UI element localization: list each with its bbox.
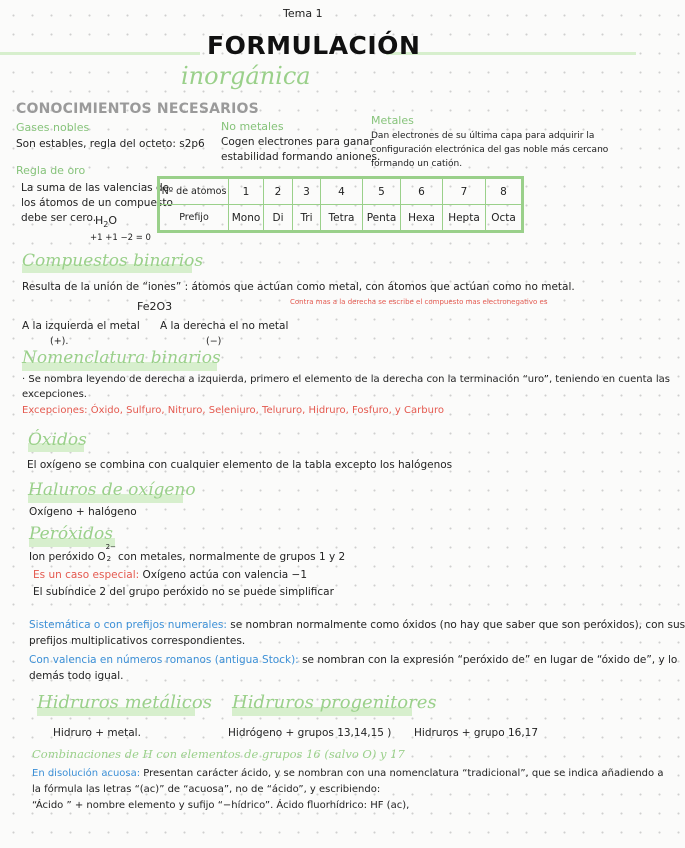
peroxidos-line3: El subíndice 2 del grupo peróxido no se puede simplificar [33, 586, 334, 598]
table-cell: Hexa [401, 205, 443, 232]
table-cell: 6 [401, 178, 443, 205]
hidruros-progen-text: Hidrógeno + grupos 13,14,15 ) [228, 727, 392, 739]
atom-prefix-table [157, 176, 524, 233]
stock-line2: demás todo igual. [29, 670, 124, 682]
binarios-left-sign: (+). [50, 336, 69, 347]
no-metales-label: No metales [221, 120, 284, 133]
table-cell: Prefijo [159, 205, 229, 232]
table-cell: Tri [293, 205, 321, 232]
table-cell: 1 [229, 178, 264, 205]
binarios-right-sign: (−) [206, 336, 222, 347]
table-cell: 4 [321, 178, 363, 205]
metales-line2: configuración electrónica del gas noble más cercano [371, 145, 609, 155]
section-title: CONOCIMIENTOS NECESARIOS [16, 101, 259, 117]
metales-line3: formando un catión. [371, 159, 463, 169]
table-row [159, 205, 523, 232]
regla-line2: los átomos de un compuesto [21, 197, 173, 209]
haluros-text: Oxígeno + halógeno [29, 506, 137, 518]
table-cell: Di [264, 205, 293, 232]
peroxidos-line1: Ion peróxido O 2− 2 con metales, normalmente de grupos 1 y 2 [29, 543, 346, 563]
no-metales-line2: estabilidad formando aniones. [221, 151, 381, 163]
hidruros-progenitores-heading: Hidruros progenitores [232, 692, 437, 713]
binarios-heading: Compuestos binarios [22, 251, 204, 271]
combinaciones-line1: En disolución acuosa: Presentan carácter ácido, y se nombran con una nomenclatura “tradicional”, que se indica añadiendo a [32, 768, 664, 779]
binarios-example: Fe2O3 [137, 300, 173, 313]
metales-line1: Dan electrones de su última capa para adquirir la [371, 131, 595, 141]
peroxidos-special: Es un caso especial: Oxígeno actúa con valencia −1 [33, 569, 308, 581]
table-cell: Hepta [443, 205, 486, 232]
hidruros-metal-text: Hidruro + metal. [53, 727, 141, 739]
table-cell: Octa [486, 205, 523, 232]
topic-label: Tema 1 [283, 7, 323, 20]
oxidos-heading: Óxidos [28, 430, 87, 450]
table-cell: Tetra [321, 205, 363, 232]
title-rule-right [386, 52, 636, 55]
combinaciones-heading: Combinaciones de H con elementos de grupos 16 (salvo O) y 17 [32, 747, 405, 761]
combinaciones-line2: la fórmula las letras “(ac)” de “acuosa”, no de “ácido”, y escribiendo: [32, 784, 381, 795]
title-rule-left [0, 52, 200, 55]
sistematica-line1: Sistemática o con prefijos numerales: se nombran normalmente como óxidos (no hay que saber que son peróxidos), con sus [29, 619, 685, 631]
page-title: FORMULACIÓN [207, 31, 421, 60]
metales-label: Metales [371, 114, 414, 127]
table-cell: 8 [486, 178, 523, 205]
binarios-note: Contra mas a la derecha se escribe el compuesto mas electronegativo es [290, 298, 548, 306]
table-cell: 7 [443, 178, 486, 205]
stock-line1: Con valencia en números romanos (antigua Stock): se nombran con la expresión “peróxido de” en lugar de “óxido de”, y lo [29, 654, 678, 666]
nomenclatura-exceptions: Excepciones: Óxido, Sulfuro, Nitruro, Seleniuro, Telururo, Hidruro, Fosfuro, y Carburo [22, 405, 444, 416]
nomenclatura-line2: excepciones. [22, 389, 87, 400]
no-metales-line1: Cogen electrones para ganar [221, 136, 374, 148]
page-subtitle: inorgánica [181, 62, 311, 90]
table-cell: Mono [229, 205, 264, 232]
gases-label: Gases nobles [16, 121, 90, 134]
hidruros-grupo-text: Hidruros + grupo 16,17 [414, 727, 539, 739]
table-cell: Nº de atomos [159, 178, 229, 205]
peroxidos-heading: Peróxidos [29, 524, 113, 544]
table-row [159, 178, 523, 205]
regla-formula: $H_2O$ [95, 214, 118, 230]
table-cell: 3 [293, 178, 321, 205]
regla-label: Regla de oro [16, 164, 86, 177]
sistematica-line2: prefijos multiplicativos correspondientes. [29, 635, 246, 647]
regla-valences: +1 +1 −2 = 0 [90, 233, 151, 243]
binarios-text: Resulta de la unión de “iones” : átomos que actúan como metal, con átomos que actúan como no metal. [22, 281, 575, 293]
nomenclatura-line1: · Se nombra leyendo de derecha a izquierda, primero el elemento de la derecha con la terminación “uro”, teniendo en cuenta las [22, 374, 670, 385]
nomenclatura-heading: Nomenclatura binarios [22, 348, 221, 368]
table-cell: Penta [363, 205, 401, 232]
combinaciones-line3: “Ácido ” + nombre elemento y sufijo “−hídrico”. Ácido fluorhídrico: HF (ac), [32, 800, 410, 811]
hidruros-metalicos-heading: Hidruros metálicos [37, 692, 212, 713]
gases-text: Son estables, regla del octeto: s2p6 [16, 138, 205, 150]
haluros-heading: Haluros de oxígeno [28, 480, 196, 500]
regla-line1: La suma de las valencias de [21, 182, 170, 194]
binarios-right: A la derecha el no metal [160, 320, 289, 332]
table-cell: 5 [363, 178, 401, 205]
oxidos-text: El oxígeno se combina con cualquier elemento de la tabla excepto los halógenos [27, 459, 453, 471]
binarios-left: A la izquierda el metal [22, 320, 140, 332]
table-cell: 2 [264, 178, 293, 205]
regla-line3: debe ser cero. [21, 212, 97, 224]
